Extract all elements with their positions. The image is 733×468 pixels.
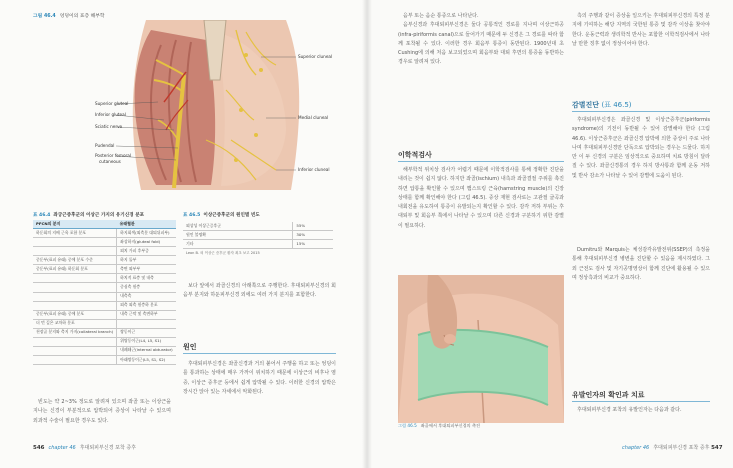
clinical-photo bbox=[398, 275, 564, 423]
right-intro-text: 음부 또는 음순 통증으로 나타난다. 음부신경과 후대퇴피부신경은 둘다 공통적인 경로를 지나며 이상근하공(infra-piriformis canal)으로 들어가기 때문에 두 신경은 그 경로를 따라 함께 포착될 수 있다. 이러한 경우 회음부 통증이 동반된다. 1900년대 초 Cushing에 의해 처음 보고되었으며 회음부와 대퇴 후면의 통증을 동반하는 경우로 알려져 있다. bbox=[398, 13, 564, 66]
table1-row bbox=[33, 274, 176, 283]
table1-row bbox=[33, 301, 176, 310]
table2-cell-freq: 15% bbox=[293, 240, 333, 249]
footer-left: 546 chapter 46 후대퇴피부신경 포착 증후 bbox=[33, 445, 136, 451]
table2-row bbox=[183, 231, 333, 240]
table2-title: 표 46.5 이상근증후군의 원인별 빈도 bbox=[183, 213, 260, 218]
table1-cell-origin: 하치적 표층 및 내측 bbox=[117, 274, 176, 283]
table1 bbox=[33, 220, 176, 365]
table1-row bbox=[33, 355, 176, 364]
table1-cell-branch: 천장골 분지와 측지 가지(collateral branch) bbox=[33, 328, 117, 337]
table1-row bbox=[33, 265, 176, 274]
label-pudendal: Pudendal bbox=[95, 143, 115, 148]
table1-cell-branch bbox=[33, 283, 117, 292]
label-superior-cluneal: Superior cluneal bbox=[298, 54, 333, 59]
table1-row bbox=[33, 328, 176, 337]
table1-cell-origin: 좌상하지(gluteal fold) bbox=[117, 238, 176, 247]
table1-cell-origin: 외치 가피 후부증 bbox=[117, 247, 176, 256]
table1-header-origin: 유래혈관 bbox=[117, 220, 176, 229]
table1-row bbox=[33, 337, 176, 346]
section-dx-heading: 감별진단 (표 46.5) bbox=[572, 101, 632, 109]
table2-cell-cause: 원인 불명확 bbox=[183, 231, 293, 240]
table2 bbox=[183, 222, 333, 257]
table1-cell-branch: 중둔부(표피 유래) 중에 분포 수준 bbox=[33, 256, 117, 265]
label-inferior-gluteal: Inferior gluteal bbox=[95, 112, 126, 117]
table1-cell-origin: 중심측 원층 bbox=[117, 283, 176, 292]
section-exam-rule bbox=[398, 161, 564, 162]
table1-cell-branch bbox=[33, 247, 117, 256]
left-bottom-text: 빈도는 약 2~3% 정도로 알려져 있으며 좌골 또는 이상근을 지나는 신경이 부분적으로 압박되어 증상이 나타날 수 있으며 외과적 수술이 필요한 경우도 있다. bbox=[33, 399, 171, 424]
table1-cell-origin: 측면 외부부 bbox=[117, 265, 176, 274]
table1-row bbox=[33, 283, 176, 292]
table1-cell-branch bbox=[33, 238, 117, 247]
section-exam-heading: 이학적검사 bbox=[398, 151, 432, 159]
table1-cell-origin bbox=[117, 319, 176, 328]
palpation-photo-drawing bbox=[398, 275, 564, 423]
label-superior-gluteal: Superior gluteal bbox=[95, 101, 129, 106]
table1-header-branch: PFCN의 분지 bbox=[33, 220, 117, 229]
dx-text: 후대퇴피부신경은 좌골신경 및 이상근증후군(piriformis syndrome)의 기전이 동반될 수 있어 감별해야 한다 (그림 46.6). 이상근증후군은 좌골신경 압박에 의한 증상이 주로 나타나며 후대퇴피부신경만 단독으로 압박되는 경우는 드물다. 하지만 이 두 신경의 구분은 임상적으로 중요하며 치료 방침이 달라질 수 있다. 좌골신경통의 경우 하지 방사통과 함께 운동 저하 및 반사 감소가 나타날 수 있어 감별에 도움이 된다. bbox=[572, 117, 710, 179]
table1-cell-origin: 하지 돌부 bbox=[117, 256, 176, 265]
table2-cell-freq: 30% bbox=[293, 231, 333, 240]
right-col2-intro: 측의 주행과 같이 증상을 일으키는 후대퇴피부신경의 특정 분지에 기여하는 해당 지역의 국한된 통증 및 감각 이상을 찾아야 한다. 운동근력과 생리학적 반사는 포함한 이학적검사에서 나타날 만한 징후 없이 정상이어야 한다. bbox=[572, 13, 710, 47]
label-sciatic-nerve: Sciatic nerve bbox=[95, 124, 123, 129]
table1-cell-branch bbox=[33, 292, 117, 301]
table2-cell-cause: 기타 bbox=[183, 240, 293, 249]
table1-row bbox=[33, 229, 176, 238]
table1-cell-origin: 아래쌍둥이근(L5, S1, S2) bbox=[117, 355, 176, 364]
table2-body bbox=[183, 222, 333, 249]
table1-cell-origin: 위쌍둥이근(L4, L5, S1) bbox=[117, 337, 176, 346]
table2-row bbox=[183, 222, 333, 231]
table1-cell-branch: 더 먼 깊은 교차하 분포 bbox=[33, 319, 117, 328]
figure-caption: 그림 46.4 엉덩이의 표층 해부학 bbox=[33, 14, 105, 19]
table1-cell-origin: 외측 외측 원층하 분포 bbox=[117, 301, 176, 310]
table2-note: Leon B. 외 이상근 증후군 환자 최초 보고 2015 bbox=[186, 250, 260, 255]
label-cutaneous: cutaneous bbox=[99, 159, 121, 164]
left-text-2: 후대퇴피부신경은 좌골신경과 거의 붙어서 주행을 하고 또는 엉덩이를 통과하는 상태에 매우 가까이 위치하기 때문에 이상근의 비후나 염증, 이상근 증후군 등에서 쉽게 압박될 수 있다. 이러한 신경의 압박은 장시간 앉아 있는 자세에서 악화된다. bbox=[183, 361, 336, 395]
table1-row bbox=[33, 292, 176, 301]
footer-right: chapter 46 후대퇴피부신경 포착 증후 547 bbox=[622, 445, 723, 451]
table1-cell-origin: 내측측 bbox=[117, 292, 176, 301]
table1-cell-branch bbox=[33, 274, 117, 283]
table1-row bbox=[33, 346, 176, 355]
section-confirm-heading: 유발인자의 확인과 치료 bbox=[572, 391, 645, 399]
page-gutter bbox=[362, 0, 372, 468]
table1-body bbox=[33, 229, 176, 365]
table1-cell-origin: 쌍둥이근 bbox=[117, 328, 176, 337]
table1-cell-branch bbox=[33, 301, 117, 310]
table1-row bbox=[33, 310, 176, 319]
table2-cell-cause: 외상성 이상근증후군 bbox=[183, 222, 293, 231]
exam-text: 해부학적 위치상 검사가 어렵기 때문에 이학적검사를 통해 정확한 진단을 내리는 것이 쉽지 않다. 하지만 좌골(ischium) 내측과 좌골결절 주위를 촉진하면 압통을 확인할 수 있으며 햄스트링 근육(hamstring muscle)의 긴장 상태를 함께 확인해야 한다 (그림 46.5). 증상 재현 검사로는 고관절 굴곡과 내회전을 유도하여 통증이 유발되는지 확인할 수 있다. 감각 저하 부위는 후대퇴부 및 회음부 쪽에서 나타날 수 있으며 다른 신경과 구분하기 위한 감별이 필요하다. bbox=[398, 167, 564, 229]
section-cause-heading: 원인 bbox=[183, 343, 197, 351]
left-text-1: 보다 앞에서 좌골신경의 아래쪽으로 주행한다. 후대퇴피부신경의 회음부 분지와 하둔피부신경 외에도 여러 가지 분지를 포함한다. bbox=[183, 283, 336, 299]
table1-cell-branch bbox=[33, 355, 117, 364]
label-medial-cluneal: Medial cluneal bbox=[298, 115, 329, 120]
table1-title: 표 46.4 좌궁근증후군의 이상근 가지의 유기신경 분포 bbox=[33, 213, 145, 218]
label-inferior-cluneal: Inferior cluneal bbox=[298, 167, 330, 172]
section-cause-rule bbox=[183, 353, 336, 354]
table1-cell-branch: 하둔회의 지배 근육 포함 분포 bbox=[33, 229, 117, 238]
confirm-text: 후대퇴피부신경 포착의 유발인자는 다음과 같다. bbox=[577, 407, 682, 413]
table1-cell-branch: 중둔부(표피 유래) 하둔회 분포 bbox=[33, 265, 117, 274]
label-posterior-femoral: Posterior femoral bbox=[95, 153, 131, 158]
photo-caption: 그림 46.5 좌골에서 후대퇴피부신경의 촉진 bbox=[398, 423, 481, 428]
table1-cell-branch bbox=[33, 337, 117, 346]
table1-row bbox=[33, 319, 176, 328]
table1-cell-branch bbox=[33, 346, 117, 355]
table1-row bbox=[33, 238, 176, 247]
table1-cell-origin: 하지회색(외측분 대퇴뒤피부) bbox=[117, 229, 176, 238]
table2-row bbox=[183, 240, 333, 249]
table1-cell-branch: 중둔부(표피 유래) 중에 분포 bbox=[33, 310, 117, 319]
table1-cell-origin: 내측 근막 및 측면하부 bbox=[117, 310, 176, 319]
dx-text-2: Dumitru와 Marquis는 체성감각유발전위(SSEP)의 측정을 통해 후대퇴피부신경 병변을 진단할 수 있음을 제시하였다. 그 외 근전도 검사 및 자기공명영상이 함께 진단에 활용될 수 있으며 정상측과의 비교가 중요하다. bbox=[572, 247, 710, 281]
table2-cell-freq: 55% bbox=[293, 222, 333, 231]
table1-row bbox=[33, 247, 176, 256]
section-confirm-rule bbox=[572, 401, 710, 402]
table1-cell-origin: 내폐쇄근(internal obturator) bbox=[117, 346, 176, 355]
section-dx-rule bbox=[572, 111, 710, 112]
table1-row bbox=[33, 256, 176, 265]
